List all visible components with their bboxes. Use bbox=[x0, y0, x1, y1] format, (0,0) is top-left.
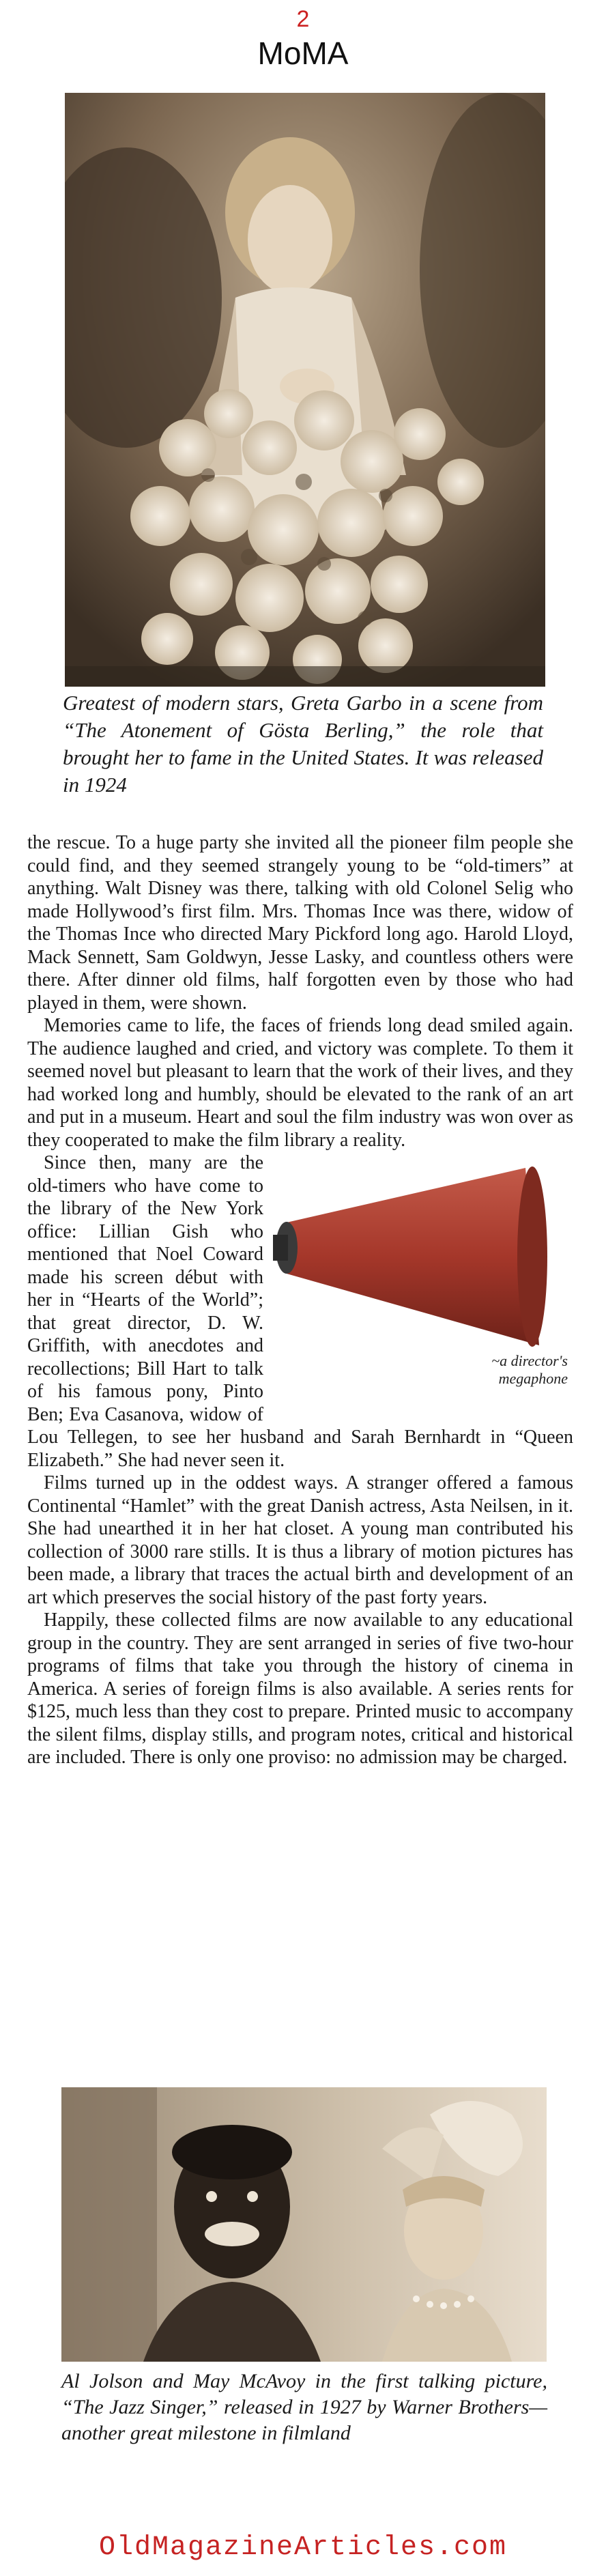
article-paragraph: Happily, these collected films are now available to any educational group in the country. They are sent arranged in series of five two-hour programs of films that take you through the history of cinema in America. A series of foreign films is also available. A series rents for $125, much less than they cost to prepare. Printed music to accompany the silent films, display stills, and program notes, critical and historical are included. There is only one proviso: no admission may be charged. bbox=[27, 1609, 573, 1768]
megaphone-illustration bbox=[273, 1154, 573, 1417]
page-number: 2 bbox=[296, 6, 310, 32]
publication-title: MoMA bbox=[257, 35, 349, 71]
bottom-photo-caption: Al Jolson and May McAvoy in the first talking picture, “The Jazz Singer,” released in 1927 by Warner Brothers— another great milestone in filmland bbox=[61, 2370, 547, 2444]
megaphone-caption: ~a director's megaphone bbox=[491, 1352, 568, 1387]
top-photo-caption: Greatest of modern stars, Greta Garbo in a scene from “The Atonement of Gösta Berling,” the role that brought her to fame in the United States. It was released in 1924 bbox=[63, 691, 543, 797]
article-body bbox=[27, 831, 573, 1769]
megaphone-icon bbox=[273, 1154, 573, 1359]
site-footer: OldMagazineArticles.com bbox=[98, 2532, 508, 2563]
article-paragraph: Since then, many are the old-timers who have come to the library of the New York office: Lillian Gish who mentioned that Noel Coward made his screen début with her in “Hearts of the World”; that great director, D. W. Griffith, with anecdotes and recollections; Bill Hart to talk of his famous pony, Pinto Ben; Eva Casanova, widow of Lou Tellegen, to see her husband and Sarah Bernhardt in “Queen Elizabeth.” She had never seen it. bbox=[27, 1152, 573, 1471]
article-paragraph: Films turned up in the oddest ways. A stranger offered a famous Continental “Hamlet” with the great Danish actress, Asta Neilsen, in it. She had unearthed it in her hat closet. A young man contributed his collection of 3000 rare stills. It is thus a library of motion pictures has been made, a library that traces the actual birth and development of an art which preserves the social history of the past forty years. bbox=[27, 1472, 573, 1608]
article-paragraph: Memories came to life, the faces of friends long dead smiled again. The audience laughed and cried, and victory was complete. To them it seemed novel but pleasant to learn that the work of their lives, and they had worked long and humbly, should be elevated to the rank of an art and put in a museum. Heart and soul the film industry was won over as they cooperated to make the film library a reality. bbox=[27, 1015, 573, 1151]
greta-garbo-photo bbox=[65, 93, 545, 687]
jazz-singer-photo bbox=[61, 2087, 547, 2362]
article-paragraph: the rescue. To a huge party she invited all the pioneer film people she could find, and they seemed strangely young to be “old-timers” at anything. Walt Disney was there, talking with old Colonel Selig who made Hollywood’s first film. Mrs. Thomas Ince was there, widow of the Thomas Ince who directed Mary Pickford long ago. Harold Lloyd, Mack Sennett, Sam Goldwyn, Jesse Lasky, and countless others were there. After dinner old films, half forgotten even by those who had played in them, were shown. bbox=[27, 832, 573, 1014]
